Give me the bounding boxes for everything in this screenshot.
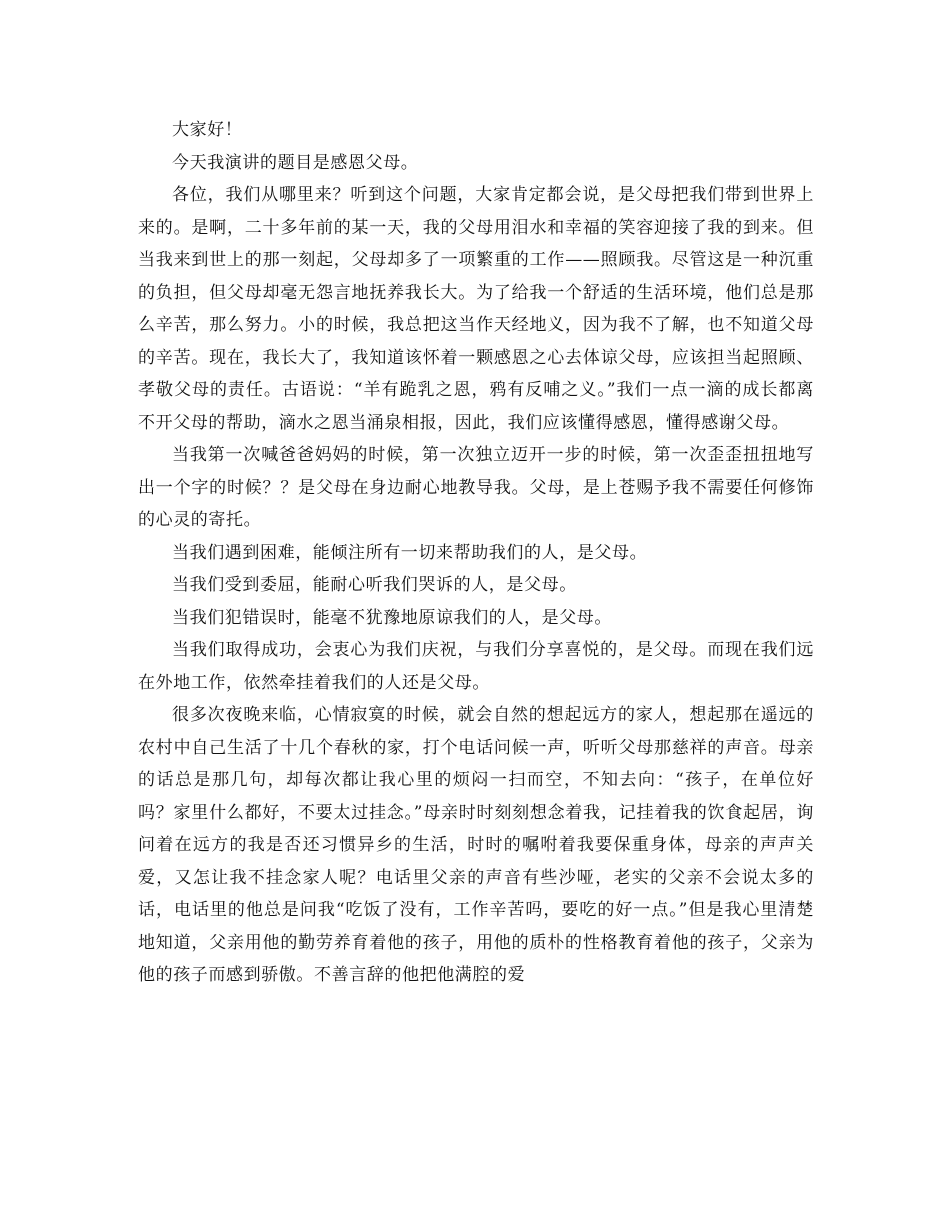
paragraph-greeting: 大家好！ (172, 120, 243, 140)
paragraph-success: 当我们取得成功，会衷心为我们庆祝，与我们分享喜悦的，是父母。而现在我们远在外地工作，依然牵挂着我们的人还是父母。 (138, 640, 814, 693)
paragraph-difficulty: 当我们遇到困难，能倾注所有一切来帮助我们的人，是父母。 (172, 542, 648, 563)
paragraph-first-times: 当我第一次喊爸爸妈妈的时候，第一次独立迈开一步的时候，第一次歪歪扭扭地写出一个字的时候？？是父母在身边耐心地教导我。父母，是上苍赐予我不需要任何修饰的心灵的寄托。 (138, 445, 814, 530)
document-body (138, 114, 814, 992)
paragraph-grievance: 当我们受到委屈，能耐心听我们哭诉的人，是父母。 (172, 575, 577, 595)
paragraph-night-call: 很多次夜晚来临，心情寂寞的时候，就会自然的想起远方的家人，想起那在遥远的农村中自己生活了十几个春秋的家，打个电话问候一声，听听父母那慈祥的声音。母亲的话总是那几句，却每次都让我心里的烦闷一扫而空，不知去向：“孩子，在单位好吗？家里什么都好，不要太过挂念。”母亲时时刻刻想念着我，记挂着我的饮食起居，询问着在远方的我是否还习惯异乡的生活，时时的嘱咐着我要保重身体，母亲的声声关爱，又怎让我不挂念家人呢？电话里父亲的声音有些沙哑，老实的父亲不会说太多的话，电话里的他总是问我“吃饭了没有，工作辛苦吗，要吃的好一点。”但是我心里清楚地知道，父亲用他的勤劳养育着他的孩子，用他的质朴的性格教育着他的孩子，父亲为他的孩子而感到骄傲。不善言辞的他把他满腔的爱 (138, 705, 814, 985)
paragraph-origin: 各位，我们从哪里来？听到这个问题，大家肯定都会说，是父母把我们带到世界上来的。是啊，二十多年前的某一天，我的父母用泪水和幸福的笑容迎接了我的到来。但当我来到世上的那一刻起，父母却多了一项繁重的工作——照顾我。尽管这是一种沉重的负担，但父母却毫无怨言地抚养我长大。为了给我一个舒适的生活环境，他们总是那么辛苦，那么努力。小的时候，我总把这当作天经地义，因为我不了解，也不知道父母的辛苦。现在，我长大了，我知道该怀着一颗感恩之心去体谅父母，应该担当起照顾、孝敬父母的责任。古语说：“羊有跪乳之恩，鸦有反哺之义。”我们一点一滴的成长都离不开父母的帮助，滴水之恩当涌泉相报，因此，我们应该懂得感恩，懂得感谢父母。 (138, 185, 814, 433)
paragraph-mistakes: 当我们犯错误时，能毫不犹豫地原谅我们的人，是父母。 (172, 607, 612, 628)
paragraph-topic: 今天我演讲的题目是感恩父母。 (172, 152, 419, 173)
